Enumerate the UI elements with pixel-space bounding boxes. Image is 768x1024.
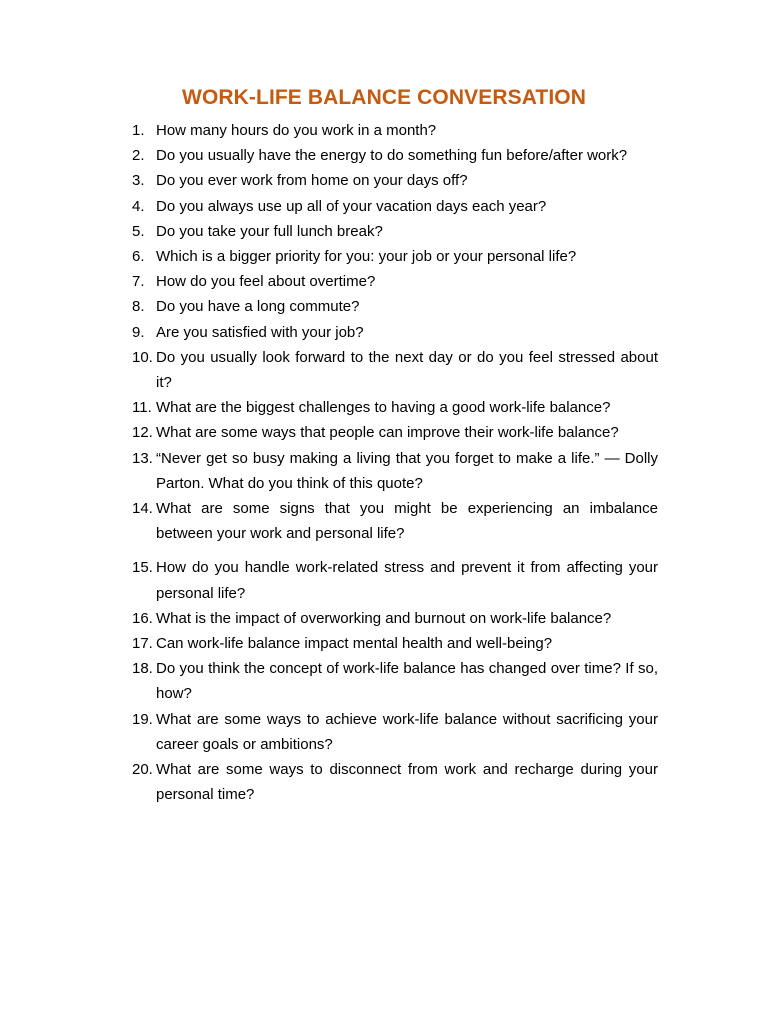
question-text: Do you have a long commute? bbox=[156, 298, 360, 316]
question-item bbox=[132, 395, 658, 420]
question-text: How do you handle work-related stress and prevent it from affecting your personal life? bbox=[156, 559, 658, 602]
question-number: 5. bbox=[132, 222, 145, 240]
question-item bbox=[132, 420, 658, 445]
question-item bbox=[132, 194, 658, 219]
question-text: What are some ways to disconnect from work and recharge during your personal time? bbox=[156, 761, 658, 804]
question-text: Are you satisfied with your job? bbox=[156, 323, 364, 341]
question-text: Do you ever work from home on your days off? bbox=[156, 172, 468, 190]
question-number: 15. bbox=[132, 559, 153, 577]
question-text: Can work-life balance impact mental health and well-being? bbox=[156, 635, 553, 653]
question-number: 16. bbox=[132, 609, 153, 627]
question-number: 18. bbox=[132, 660, 153, 678]
question-item bbox=[132, 219, 658, 244]
question-text: Do you usually have the energy to do something fun before/after work? bbox=[156, 147, 628, 165]
question-item bbox=[132, 168, 658, 193]
question-number: 8. bbox=[132, 298, 145, 316]
page-title: WORK-LIFE BALANCE CONVERSATION bbox=[182, 86, 586, 109]
question-number: 11. bbox=[132, 399, 152, 417]
question-number: 1. bbox=[132, 122, 145, 139]
question-text: What are some ways that people can improve their work-life balance? bbox=[156, 424, 619, 442]
question-item bbox=[132, 707, 658, 757]
question-number: 12. bbox=[132, 424, 153, 442]
question-item bbox=[132, 496, 658, 546]
question-text: Which is a bigger priority for you: your job or your personal life? bbox=[156, 248, 577, 266]
question-text: What are the biggest challenges to having a good work-life balance? bbox=[156, 399, 611, 417]
question-number: 14. bbox=[132, 500, 153, 518]
question-item bbox=[132, 555, 658, 605]
question-number: 17. bbox=[132, 635, 153, 653]
question-item bbox=[132, 320, 658, 345]
question-text: Do you think the concept of work-life balance has changed over time? If so, how? bbox=[156, 660, 658, 703]
question-item bbox=[132, 757, 658, 807]
question-text: How many hours do you work in a month? bbox=[156, 122, 437, 139]
question-item bbox=[132, 606, 658, 631]
question-text: What is the impact of overworking and burnout on work-life balance? bbox=[156, 609, 612, 627]
question-item bbox=[132, 656, 658, 706]
question-item bbox=[132, 118, 658, 143]
question-item bbox=[132, 269, 658, 294]
question-number: 4. bbox=[132, 197, 145, 215]
question-number: 19. bbox=[132, 710, 153, 728]
question-number: 2. bbox=[132, 147, 145, 165]
question-text: Do you always use up all of your vacation days each year? bbox=[156, 197, 547, 215]
question-item bbox=[132, 244, 658, 269]
question-text: How do you feel about overtime? bbox=[156, 273, 376, 291]
question-number: 20. bbox=[132, 761, 153, 779]
question-number: 6. bbox=[132, 248, 145, 266]
question-text: What are some signs that you might be experiencing an imbalance between your work and personal life? bbox=[156, 500, 658, 543]
question-item bbox=[132, 143, 658, 168]
question-number: 7. bbox=[132, 273, 145, 291]
question-list bbox=[132, 118, 658, 807]
question-number: 13. bbox=[132, 449, 153, 467]
question-item bbox=[132, 631, 658, 656]
question-text: What are some ways to achieve work-life balance without sacrificing your career goals or ambitions? bbox=[156, 710, 658, 753]
question-text: Do you usually look forward to the next day or do you feel stressed about it? bbox=[156, 348, 658, 392]
question-number: 9. bbox=[132, 323, 145, 341]
question-item bbox=[132, 345, 658, 395]
question-number: 3. bbox=[132, 172, 145, 190]
question-text: “Never get so busy making a living that you forget to make a life.” — Dolly Parton. What do you think of this quote? bbox=[156, 449, 658, 492]
question-number: 10. bbox=[132, 348, 153, 366]
question-item bbox=[132, 294, 658, 319]
question-item bbox=[132, 446, 658, 496]
question-text: Do you take your full lunch break? bbox=[156, 222, 383, 240]
